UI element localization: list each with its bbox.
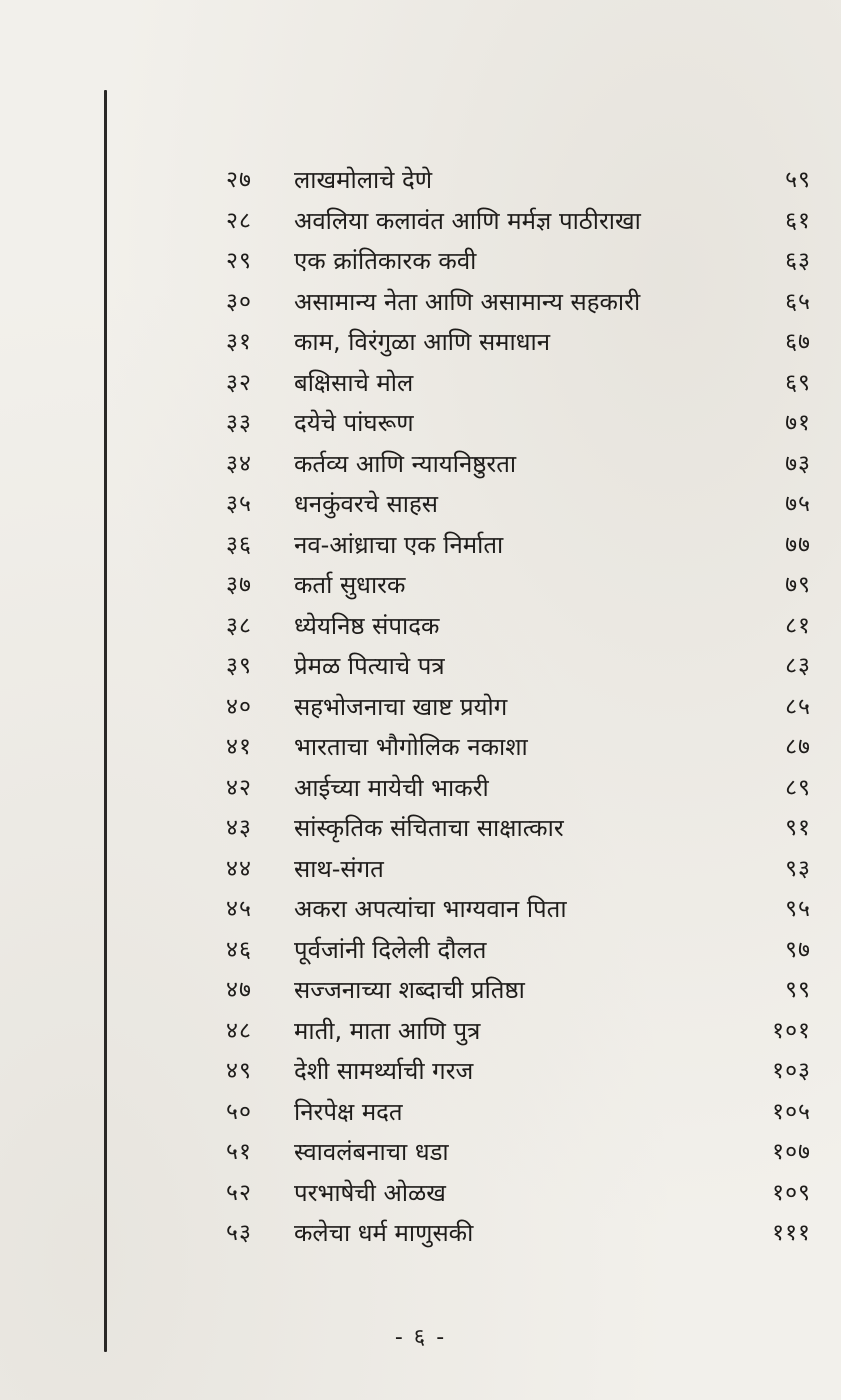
toc-entry-page: १११ (772, 1220, 811, 1246)
toc-entry-title: माती, माता आणि पुत्र (294, 1016, 481, 1045)
toc-row (0, 646, 841, 686)
toc-entry-page: १०५ (772, 1098, 811, 1125)
toc-entry-number: २९ (226, 248, 252, 274)
toc-row (0, 849, 841, 889)
toc-row (0, 970, 841, 1010)
toc-entry-number: ३२ (226, 369, 252, 396)
toc-row (0, 606, 841, 646)
toc-entry-number: ४२ (226, 774, 252, 801)
toc-entry-page: ७३ (785, 450, 811, 477)
toc-entry-number: ३६ (226, 531, 252, 558)
toc-entry-number: ४७ (226, 977, 252, 1003)
toc-entry-number: ३० (226, 288, 252, 315)
toc-entry-title: लाखमोलाचे देणे (294, 166, 433, 194)
toc-row (0, 889, 841, 929)
toc-row (0, 1213, 841, 1253)
toc-row (0, 768, 841, 808)
toc-entry-number: ३५ (226, 491, 252, 517)
toc-entry-page: ९५ (785, 896, 811, 922)
toc-entry-page: १०१ (772, 1017, 811, 1044)
toc-entry-number: ४५ (226, 896, 252, 922)
toc-entry-number: २७ (226, 167, 252, 193)
toc-row (0, 687, 841, 727)
toc-entry-number: ३८ (226, 612, 252, 639)
toc-entry-number: ४९ (226, 1058, 252, 1084)
toc-entry-page: ५९ (785, 167, 811, 193)
toc-entry-title: धनकुंवरचे साहस (294, 490, 438, 518)
toc-entry-number: ३९ (226, 653, 252, 679)
toc-entry-number: ४६ (226, 936, 252, 963)
toc-entry-number: ५० (226, 1098, 252, 1125)
toc-row (0, 1173, 841, 1213)
toc-row (0, 201, 841, 241)
toc-entry-title: निरपेक्ष मदत (294, 1097, 403, 1126)
toc-entry-title: प्रेमळ पित्याचे पत्र (294, 652, 445, 680)
toc-entry-title: सहभोजनाचा खाष्ट प्रयोग (294, 692, 508, 721)
toc-entry-page: ७१ (785, 410, 811, 436)
toc-entry-title: कलेचा धर्म माणुसकी (294, 1219, 474, 1247)
toc-entry-page: १०९ (772, 1179, 811, 1206)
toc-row (0, 1011, 841, 1051)
toc-entry-title: दयेचे पांघरूण (294, 409, 414, 437)
toc-entry-page: ८५ (785, 693, 811, 720)
toc-entry-number: ४४ (226, 855, 252, 882)
toc-row (0, 363, 841, 403)
toc-entry-page: ६७ (785, 329, 811, 355)
toc-row (0, 484, 841, 524)
toc-entry-page: १०७ (772, 1139, 811, 1165)
toc-row (0, 241, 841, 281)
toc-entry-number: ५२ (226, 1179, 252, 1206)
toc-row (0, 160, 841, 200)
toc-entry-number: ४३ (226, 815, 252, 841)
toc-row (0, 322, 841, 362)
toc-entry-page: ७९ (785, 572, 811, 598)
toc-entry-page: ७५ (785, 491, 811, 517)
toc-entry-title: परभाषेची ओळख (294, 1178, 446, 1207)
toc-entry-title: स्वावलंबनाचा धडा (294, 1138, 449, 1166)
toc-row (0, 565, 841, 605)
toc-row (0, 403, 841, 443)
toc-entry-page: ७७ (785, 531, 811, 558)
toc-row (0, 282, 841, 322)
toc-entry-number: ५३ (226, 1220, 252, 1246)
toc-entry-title: अकरा अपत्यांचा भाग्यवान पिता (294, 895, 567, 923)
toc-row (0, 930, 841, 970)
toc-entry-page: ९३ (785, 855, 811, 882)
toc-entry-title: आईच्या मायेची भाकरी (294, 773, 489, 802)
toc-entry-page: १०३ (772, 1058, 811, 1084)
toc-entry-number: ४१ (226, 734, 252, 760)
toc-entry-number: ३४ (226, 450, 252, 477)
toc-entry-number: ५१ (226, 1139, 252, 1165)
toc-entry-title: भारताचा भौगोलिक नकाशा (294, 733, 528, 761)
toc-entry-page: ९९ (785, 977, 811, 1003)
toc-entry-number: ३३ (226, 410, 252, 436)
page-number: - ६ - (394, 1325, 447, 1350)
toc-entry-title: ध्येयनिष्ठ संपादक (294, 611, 440, 640)
toc-entry-title: कर्ता सुधारक (294, 571, 406, 599)
toc-entry-title: देशी सामर्थ्याची गरज (294, 1057, 474, 1085)
toc-entry-page: ६९ (785, 369, 811, 396)
toc-entry-page: ६३ (785, 248, 811, 274)
toc-row (0, 1092, 841, 1132)
toc-entry-number: २८ (226, 207, 252, 234)
toc-entry-page: ६५ (785, 288, 811, 315)
toc-entry-title: कर्तव्य आणि न्यायनिष्ठुरता (294, 449, 517, 478)
toc-entry-title: एक क्रांतिकारक कवी (294, 247, 477, 275)
toc-entry-title: काम, विरंगुळा आणि समाधान (294, 328, 551, 356)
toc-entry-title: सांस्कृतिक संचिताचा साक्षात्कार (294, 814, 564, 842)
toc-entry-page: ६१ (785, 207, 811, 234)
toc-row (0, 525, 841, 565)
toc-row (0, 1132, 841, 1172)
toc-entry-page: ८३ (785, 653, 811, 679)
toc-entry-title: बक्षिसाचे मोल (294, 368, 414, 397)
toc-entry-number: ३१ (226, 329, 252, 355)
toc-entry-page: ९७ (785, 936, 811, 963)
toc-entry-title: साथ-संगत (294, 854, 384, 883)
toc-row (0, 727, 841, 767)
toc-entry-title: सज्जनाच्या शब्दाची प्रतिष्ठा (294, 976, 525, 1004)
toc-row (0, 808, 841, 848)
toc-row (0, 1051, 841, 1091)
toc-entry-page: ९१ (785, 815, 811, 841)
toc-row (0, 444, 841, 484)
toc-entry-page: ८१ (785, 612, 811, 639)
toc-entry-number: ४० (226, 693, 252, 720)
toc-entry-number: ३७ (226, 572, 252, 598)
toc-entry-title: पूर्वजांनी दिलेली दौलत (294, 935, 487, 964)
toc-entry-page: ८९ (785, 774, 811, 801)
toc-entry-title: नव-आंध्राचा एक निर्माता (294, 530, 504, 559)
toc-entry-title: असामान्य नेता आणि असामान्य सहकारी (294, 287, 641, 316)
toc-entry-number: ४८ (226, 1017, 252, 1044)
toc-entry-title: अवलिया कलावंत आणि मर्मज्ञ पाठीराखा (294, 206, 641, 235)
toc-entry-page: ८७ (785, 734, 811, 760)
